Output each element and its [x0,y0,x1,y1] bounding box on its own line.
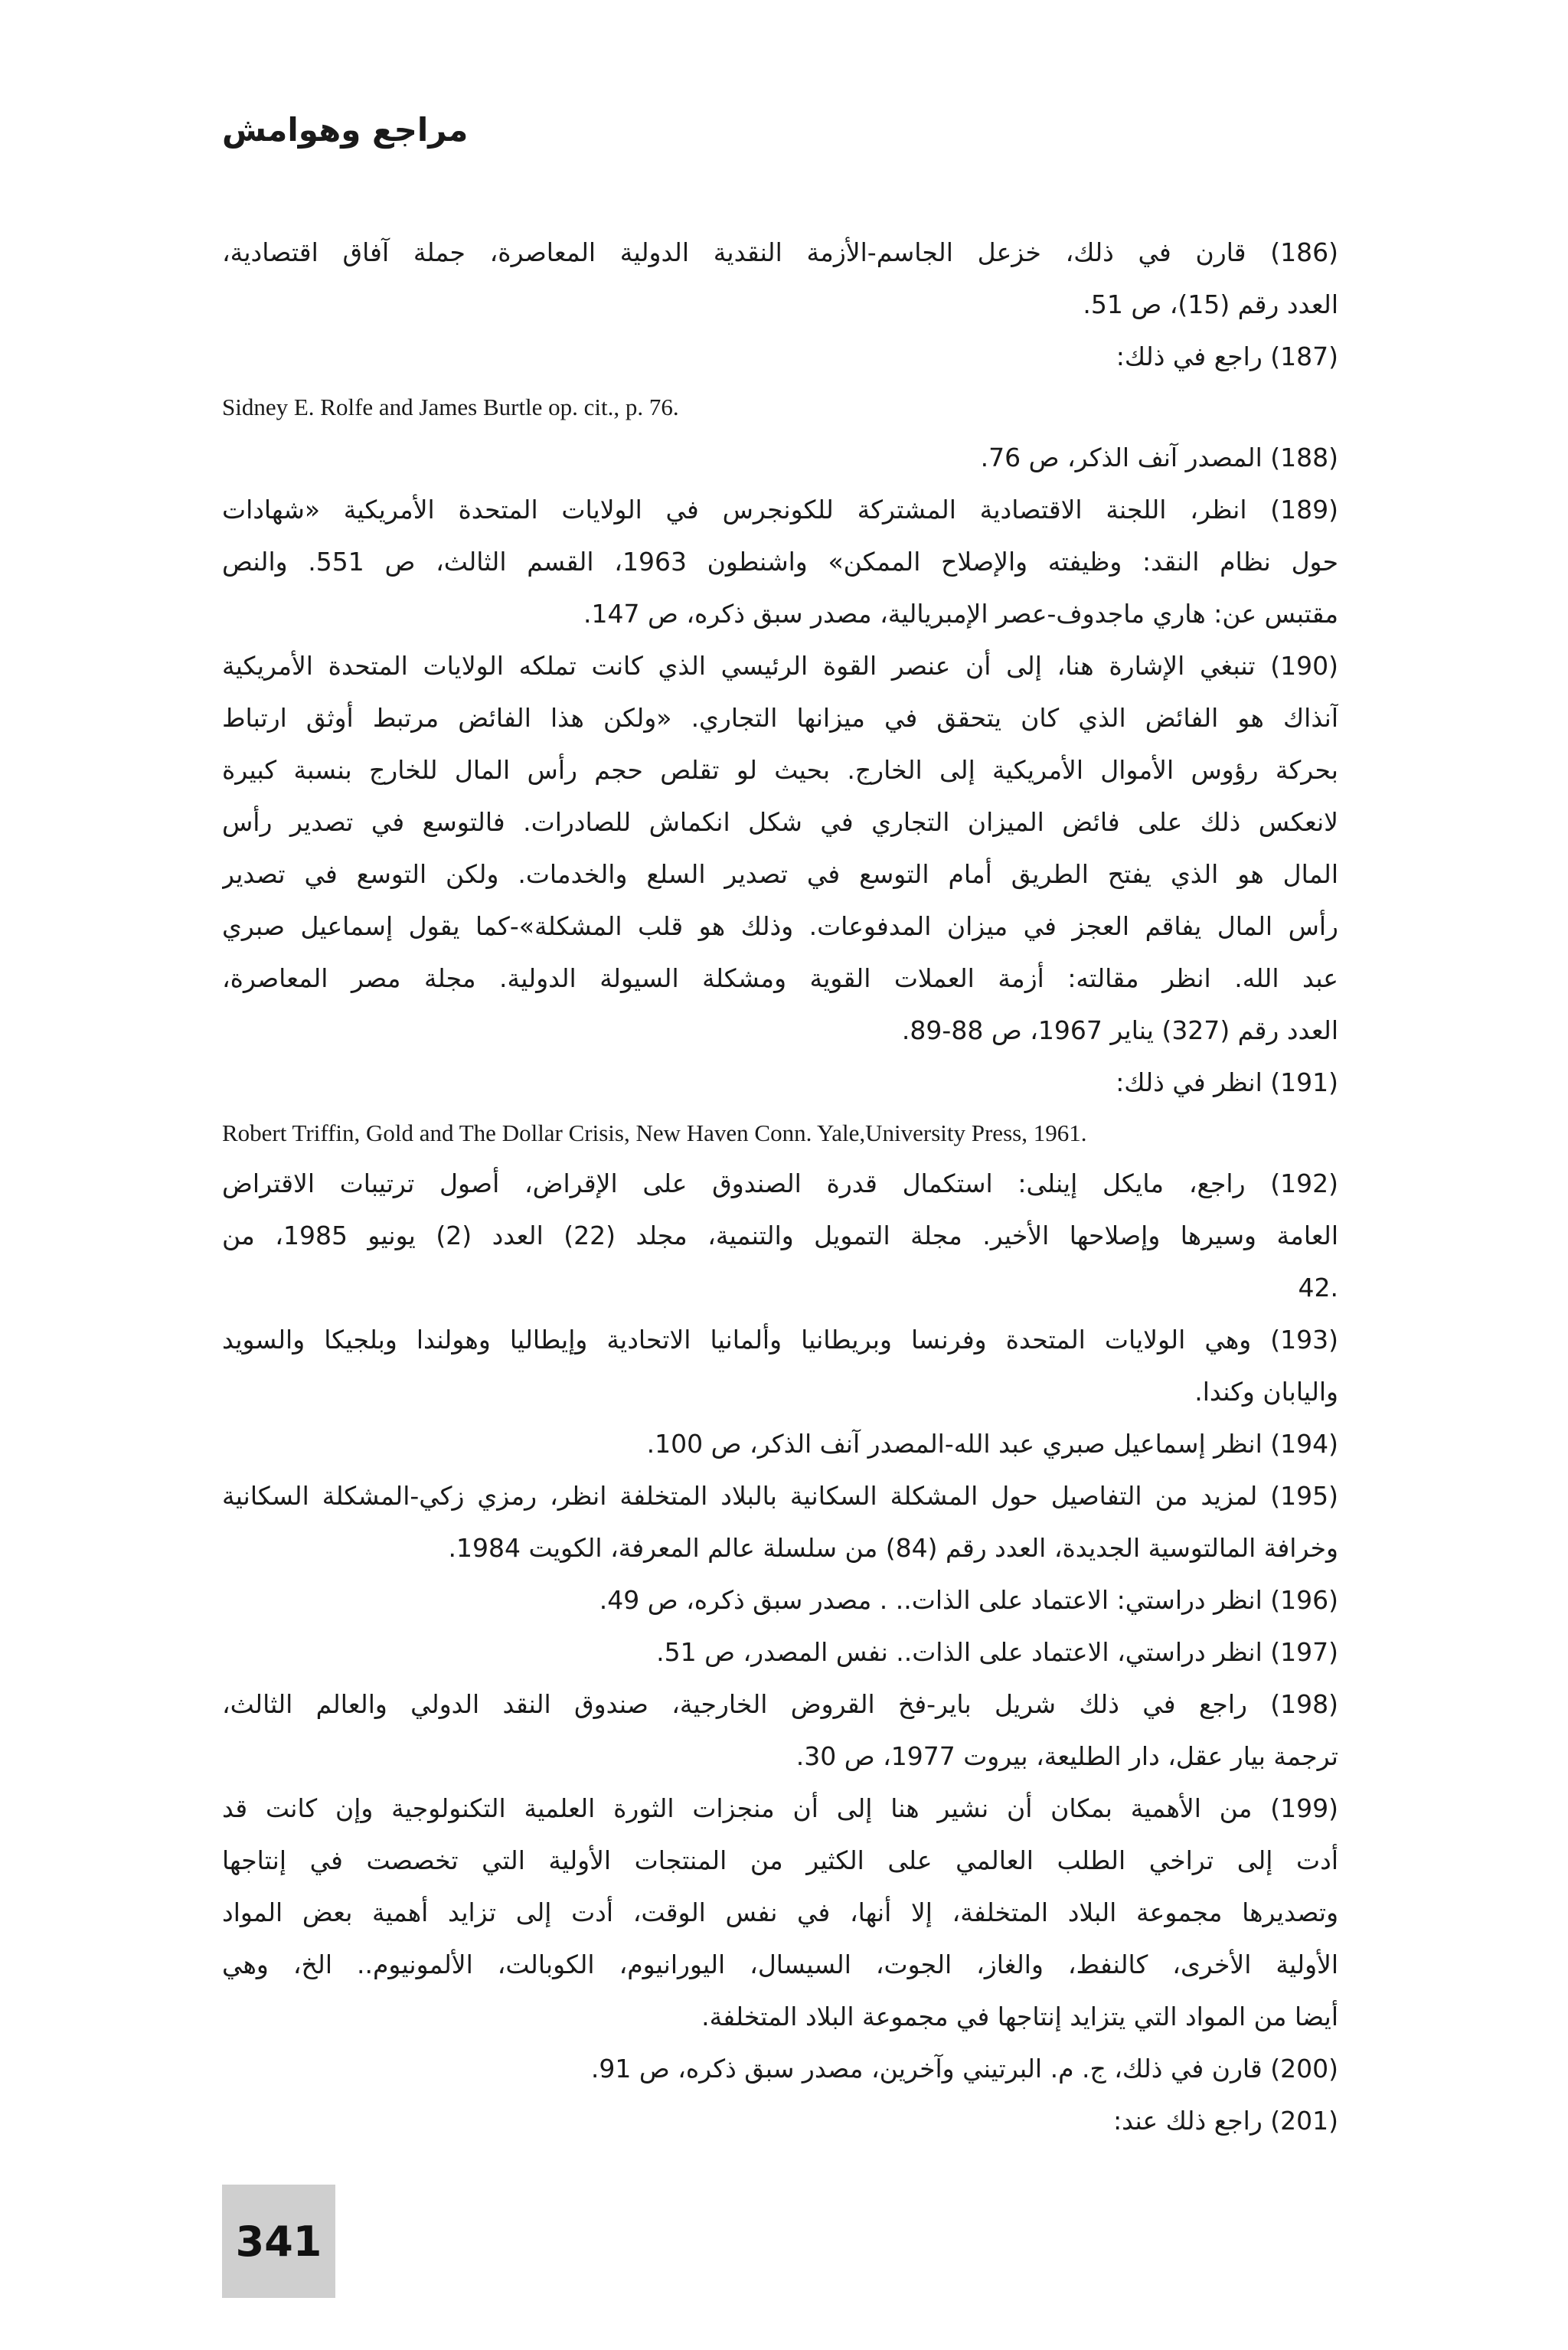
footnotes-block [222,227,1338,2147]
footnote-line: بحركة رؤوس الأموال الأمريكية إلى الخارج. بحيث لو تقلص حجم رأس المال للخارج بنسبة كبيرة [222,755,1338,785]
footnote-line: وخرافة المالتوسية الجديدة، العدد رقم (84) من سلسلة عالم المعرفة، الكويت 1984. [448,1533,1338,1563]
footnote-line: لانعكس ذلك على فائض الميزان التجاري في شكل انكماش للصادرات. فالتوسع في تصدير رأس [222,807,1338,837]
footnote-line: (191) انظر في ذلك: [1116,1067,1338,1097]
footnote-line: مقتبس عن: هاري ماجدوف-عصر الإمبريالية، مصدر سبق ذكره، ص 147. [583,599,1338,629]
footnote-line: العدد رقم (15)، ص 51. [1083,289,1338,319]
footnote-line: آنذاك هو الفائض الذي كان يتحقق في ميزانها التجاري. «ولكن هذا الفائض مرتبط أوثق ارتباط [222,703,1338,733]
page-number: 341 [235,2217,322,2266]
footnote-line: .42 [1298,1273,1338,1302]
footnote-line: العامة وسيرها وإصلاحها الأخير. مجلة التمويل والتنمية، مجلد (22) العدد (2) يونيو 1985، من [222,1221,1338,1250]
footnote-line: ترجمة بيار عقل، دار الطليعة، بيروت 1977، ص 30. [795,1741,1338,1771]
footnote-line: (195) لمزيد من التفاصيل حول المشكلة السكانية بالبلاد المتخلفة انظر، رمزي زكي-المشكلة السكانية [222,1481,1338,1511]
footnote-line: العدد رقم (327) يناير 1967، ص 88-89. [901,1015,1338,1045]
running-header: مراجع وهوامش [222,111,469,149]
footnote-line: (197) انظر دراستي، الاعتماد على الذات.. نفس المصدر، ص 51. [656,1637,1338,1667]
footnote-line: (193) وهي الولايات المتحدة وفرنسا وبريطانيا وألمانيا الاتحادية وإيطاليا وهولندا وبلجيكا والسويد [222,1325,1338,1355]
footnote-line: (189) انظر، اللجنة الاقتصادية المشتركة للكونجرس في الولايات المتحدة الأمريكية «شهادات [222,495,1338,525]
footnote-line: (201) راجع ذلك عند: [1113,2106,1338,2136]
footnote-line: (190) تنبغي الإشارة هنا، إلى أن عنصر القوة الرئيسي الذي كانت تملكه الولايات المتحدة الأمريكية [222,651,1338,681]
footnote-line: أدت إلى تراخي الطلب العالمي على الكثير من المنتجات الأولية التي تخصصت في إنتاجها [222,1845,1338,1875]
footnote-line: (186) قارن في ذلك، خزعل الجاسم-الأزمة النقدية الدولية المعاصرة، جملة آفاق اقتصادية، [222,237,1338,267]
footnote-line: (200) قارن في ذلك، ج. م. البرتيني وآخرين، مصدر سبق ذكره، ص 91. [590,2054,1338,2084]
footnote-line: (188) المصدر آنف الذكر، ص 76. [980,443,1338,472]
footnote-line: (194) انظر إسماعيل صبري عبد الله-المصدر آنف الذكر، ص 100. [646,1429,1338,1459]
footnote-line: (192) راجع، مايكل إينلى: استكمال قدرة الصندوق على الإقراض، أصول ترتيبات الاقتراض [222,1168,1338,1198]
footnote-line: عبد الله. انظر مقالته: أزمة العملات القوية ومشكلة السيولة الدولية. مجلة مصر المعاصرة، [222,963,1338,993]
footnote-line: (196) انظر دراستي: الاعتماد على الذات.. . مصدر سبق ذكره، ص 49. [599,1585,1338,1615]
footnote-line: المال هو الذي يفتح الطريق أمام التوسع في تصدير السلع والخدمات. ولكن التوسع في تصدير [222,859,1338,889]
footnote-line: (199) من الأهمية بمكان أن نشير هنا إلى أن منجزات الثورة العلمية التكنولوجية وإن كانت قد [222,1793,1338,1823]
footnote-line: أيضا من المواد التي يتزايد إنتاجها في مجموعة البلاد المتخلفة. [701,2002,1338,2031]
footnote-line: الأولية الأخرى، كالنفط، والغاز، الجوت، السيسال، اليورانيوم، الكوبالت، الألمونيوم.. الخ، وهي [222,1950,1338,1979]
footnote-line: وتصديرها مجموعة البلاد المتخلفة، إلا أنها، في نفس الوقت، أدت إلى تزايد أهمية بعض المواد [222,1897,1338,1927]
latin-reference-line: Sidney E. Rolfe and James Burtle op. cit., p. 76. [222,394,679,420]
page-number-box [222,2185,335,2298]
latin-reference-line: Robert Triffin, Gold and The Dollar Crisis, New Haven Conn. Yale,University Press, 1961. [222,1119,1087,1146]
footnote-line: حول نظام النقد: وظيفته والإصلاح الممكن» واشنطون 1963، القسم الثالث، ص 551. والنص [222,547,1338,577]
footnote-line: (198) راجع في ذلك شريل باير-فخ القروض الخارجية، صندوق النقد الدولي والعالم الثالث، [222,1689,1338,1719]
footnote-line: واليابان وكندا. [1194,1377,1338,1407]
footnote-line: (187) راجع في ذلك: [1116,342,1338,371]
footnote-line: رأس المال يفاقم العجز في ميزان المدفوعات. وذلك هو قلب المشكلة»-كما يقول إسماعيل صبري [222,911,1338,941]
